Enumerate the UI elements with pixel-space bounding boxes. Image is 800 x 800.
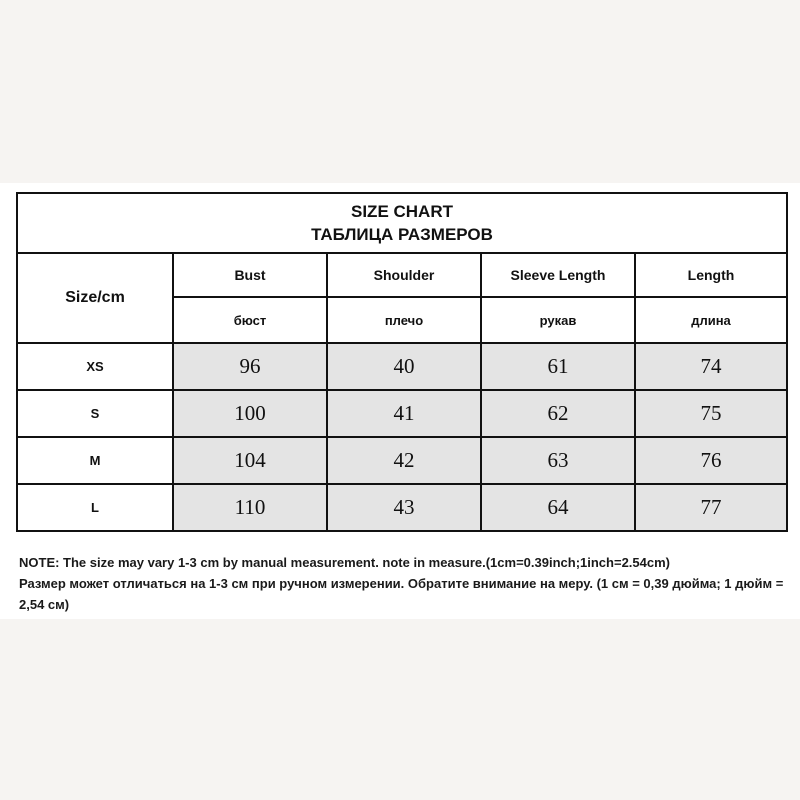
size-label: L — [17, 484, 173, 531]
table-cell: 110 — [173, 484, 327, 531]
table-cell: 63 — [481, 437, 635, 484]
table-row — [17, 484, 787, 531]
column-header-length-ru: длина — [635, 297, 787, 343]
table-cell: 100 — [173, 390, 327, 437]
table-cell: 77 — [635, 484, 787, 531]
table-cell: 96 — [173, 343, 327, 390]
column-header-shoulder-ru: плечо — [327, 297, 481, 343]
note-en: NOTE: The size may vary 1-3 cm by manual measurement. note in measure.(1cm=0.39inch;1inch=2.54cm) — [19, 555, 670, 570]
measurement-notes — [19, 552, 787, 615]
table-cell: 41 — [327, 390, 481, 437]
column-header-sleeve-length: Sleeve Length — [481, 253, 635, 297]
table-row — [17, 343, 787, 390]
column-header-bust: Bust — [173, 253, 327, 297]
table-cell: 104 — [173, 437, 327, 484]
chart-title-ru: ТАБЛИЦА РАЗМЕРОВ — [311, 225, 493, 244]
size-column-header: Size/cm — [17, 253, 173, 343]
table-cell: 40 — [327, 343, 481, 390]
table-cell: 75 — [635, 390, 787, 437]
chart-title-en: SIZE CHART — [351, 202, 453, 221]
table-cell: 62 — [481, 390, 635, 437]
size-label: S — [17, 390, 173, 437]
table-row — [17, 390, 787, 437]
column-header-sleeve-length-ru: рукав — [481, 297, 635, 343]
table-cell: 76 — [635, 437, 787, 484]
table-row — [17, 437, 787, 484]
size-chart-sheet — [0, 183, 800, 619]
table-cell: 74 — [635, 343, 787, 390]
size-label: M — [17, 437, 173, 484]
column-header-length: Length — [635, 253, 787, 297]
table-cell: 64 — [481, 484, 635, 531]
title-row — [17, 193, 787, 253]
column-header-shoulder: Shoulder — [327, 253, 481, 297]
table-cell: 43 — [327, 484, 481, 531]
column-header-bust-ru: бюст — [173, 297, 327, 343]
table-cell: 61 — [481, 343, 635, 390]
note-ru: Размер может отличаться на 1-3 см при ручном измерении. Обратите внимание на меру. (1 см = 0,39 дюйма; 1 дюйм = 2,54 см) — [19, 576, 784, 612]
size-chart-table — [16, 192, 788, 532]
chart-title — [17, 193, 787, 253]
header-row-en — [17, 253, 787, 297]
size-label: XS — [17, 343, 173, 390]
table-cell: 42 — [327, 437, 481, 484]
